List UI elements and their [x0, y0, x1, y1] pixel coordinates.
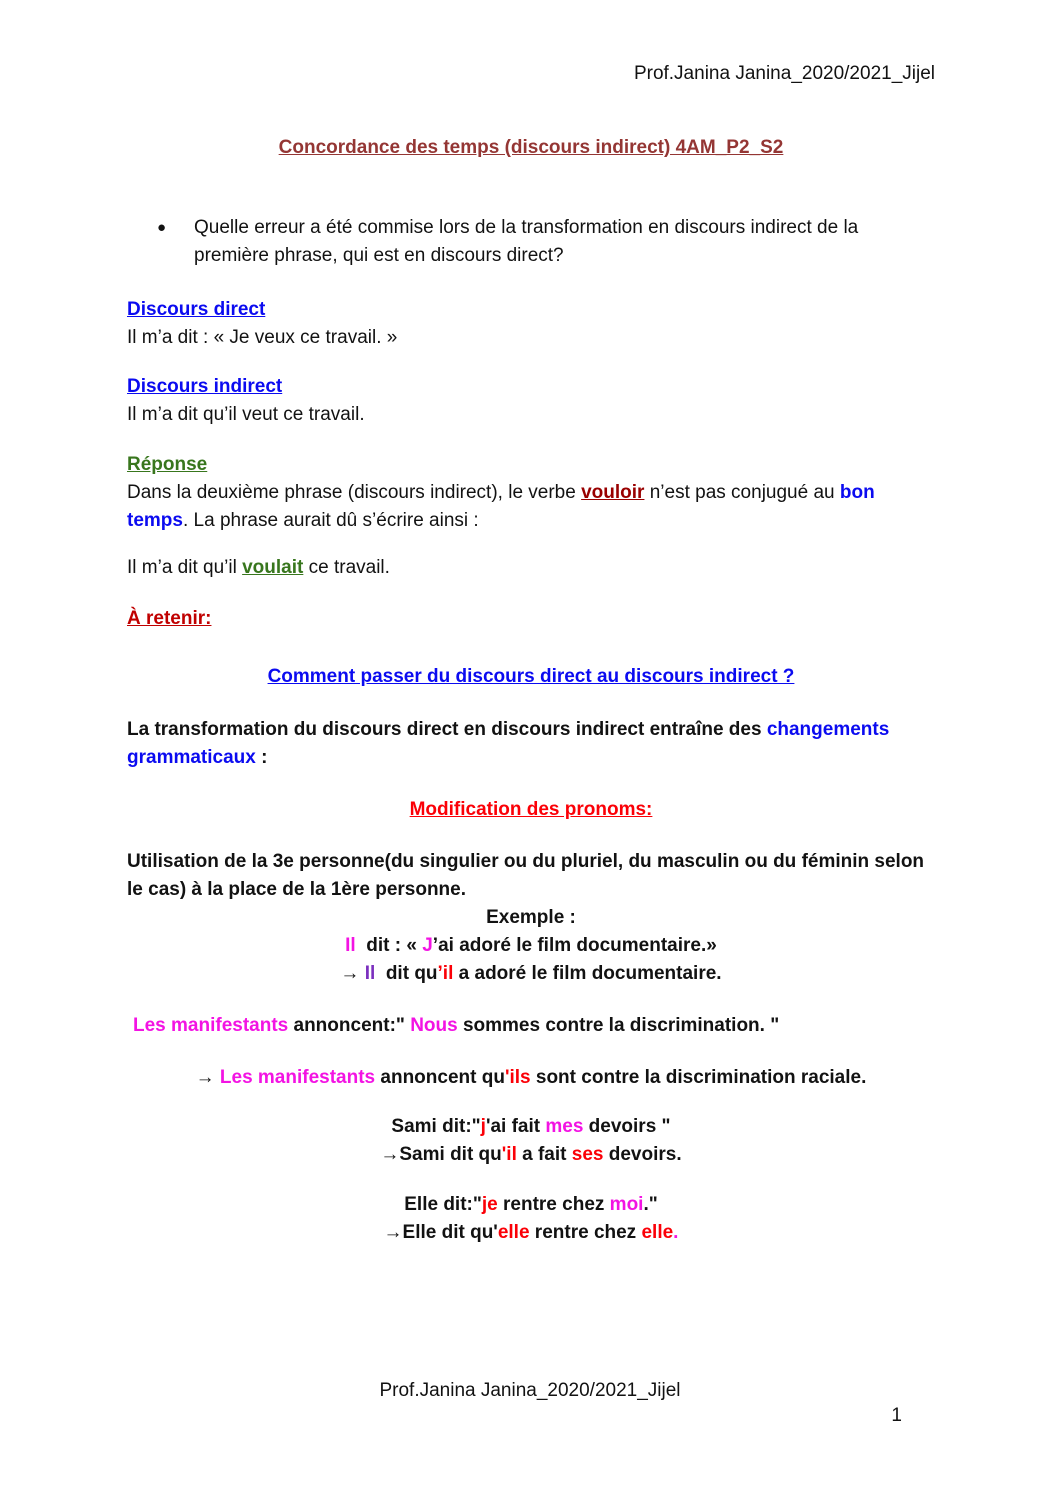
discours-indirect-sentence: Il m’a dit qu’il veut ce travail.: [127, 404, 365, 425]
pronoun-j: J: [422, 935, 433, 956]
pronoun-je: je: [481, 1194, 498, 1215]
bullet-icon: ●: [157, 219, 167, 236]
text-run: n’est pas conjugué au: [644, 482, 840, 503]
text-run: ’ai adoré le film documentaire.»: [432, 935, 717, 956]
text-run: →Elle dit qu': [383, 1222, 498, 1243]
pronoun-ils: 'ils: [504, 1067, 531, 1088]
reponse-paragraph: [127, 479, 935, 535]
text-run: 'ai fait: [485, 1116, 546, 1137]
text-run: dit : «: [355, 935, 423, 956]
text-run: devoirs ": [583, 1116, 671, 1137]
pronoun-il: 'il: [501, 1144, 517, 1165]
example1-direct: [127, 932, 935, 960]
example3-direct: [127, 1113, 935, 1141]
pronoun-j: j: [480, 1116, 486, 1137]
text-run: a fait: [516, 1144, 572, 1165]
pronoun-elle: elle: [641, 1222, 674, 1243]
heading-modification-pronoms: Modification des pronoms:: [409, 799, 653, 820]
text-run: sont contre la discrimination raciale.: [530, 1067, 867, 1088]
text-run: :: [255, 747, 268, 768]
arrow-icon: →: [195, 1067, 220, 1088]
text-run: Sami dit:": [391, 1116, 481, 1137]
text-run: La transformation du discours direct en discours indirect entraîne des: [127, 719, 767, 740]
text-run: devoirs.: [603, 1144, 682, 1165]
example2-direct: [127, 1012, 935, 1040]
example4-indirect: [127, 1219, 935, 1247]
subject-les-manifestants: Les manifestants: [219, 1067, 376, 1088]
heading-reponse: Réponse: [127, 454, 208, 475]
heading-discours-direct: Discours direct: [127, 299, 266, 320]
highlight-bon-temps: bon temps: [127, 482, 880, 531]
text-run: Dans la deuxième phrase (discours indirect), le verbe: [127, 482, 582, 503]
example4-direct: [127, 1191, 935, 1219]
example3-indirect: [127, 1141, 935, 1169]
text-run: annoncent:": [288, 1015, 411, 1036]
text-run: .": [643, 1194, 658, 1215]
arrow-icon: →: [340, 963, 365, 984]
pronoun-elle: elle: [497, 1222, 530, 1243]
text-run: ce travail.: [303, 557, 390, 578]
rule-paragraph: Utilisation de la 3e personne(du singulier ou du pluriel, du masculin ou du féminin selon le cas) à la place de la 1ère personne.: [127, 851, 930, 900]
highlight-changements: changements grammaticaux: [127, 719, 895, 768]
corrected-sentence: [127, 554, 935, 582]
text-run: rentre chez: [529, 1222, 642, 1243]
heading-a-retenir: À retenir:: [127, 608, 212, 629]
page-header: [127, 0, 935, 88]
text-run: Il m’a dit qu’il: [127, 557, 243, 578]
text-run: →Sami dit qu: [380, 1144, 502, 1165]
pronoun-il-red: ’il: [437, 963, 454, 984]
possessive-mes: mes: [545, 1116, 584, 1137]
question-bullet-item: [127, 214, 935, 270]
pronoun-il: Il: [364, 963, 376, 984]
question-text: Quelle erreur a été commise lors de la transformation en discours indirect de la première phrase, qui est en discours direct?: [194, 217, 864, 266]
text-run: . La phrase aurait dû s’écrire ainsi :: [182, 510, 479, 531]
how-to-heading: Comment passer du discours direct au discours indirect ?: [267, 666, 795, 687]
page-number: 1: [891, 1405, 902, 1426]
discours-direct-sentence: Il m’a dit : « Je veux ce travail. »: [127, 327, 398, 348]
highlight-vouloir: vouloir: [581, 482, 645, 503]
footer-text: Prof.Janina Janina_2020/2021_Jijel: [379, 1380, 681, 1401]
pronoun-moi: moi: [609, 1194, 644, 1215]
page-title: Concordance des temps (discours indirect) 4AM_P2_S2: [278, 137, 784, 158]
pronoun-il: Il: [345, 935, 356, 956]
transformation-paragraph: [127, 716, 935, 772]
example1-indirect: [127, 960, 935, 988]
text-run: annoncent qu: [375, 1067, 505, 1088]
pronoun-nous: Nous: [410, 1015, 458, 1036]
text-run: dit qu: [375, 963, 438, 984]
highlight-voulait: voulait: [242, 557, 304, 578]
page-footer: [0, 1377, 1060, 1405]
subject-les-manifestants: Les manifestants: [133, 1015, 289, 1036]
example2-indirect: [127, 1064, 935, 1092]
text-run: sommes contre la discrimination. ": [457, 1015, 780, 1036]
final-period: .: [673, 1222, 679, 1243]
possessive-ses: ses: [571, 1144, 604, 1165]
text-run: Elle dit:": [404, 1194, 482, 1215]
text-run: rentre chez: [497, 1194, 610, 1215]
text-run: a adoré le film documentaire.: [453, 963, 722, 984]
heading-discours-indirect: Discours indirect: [127, 376, 283, 397]
exemple-label: Exemple :: [486, 907, 576, 928]
header-text: Prof.Janina Janina_2020/2021_Jijel: [633, 63, 935, 84]
